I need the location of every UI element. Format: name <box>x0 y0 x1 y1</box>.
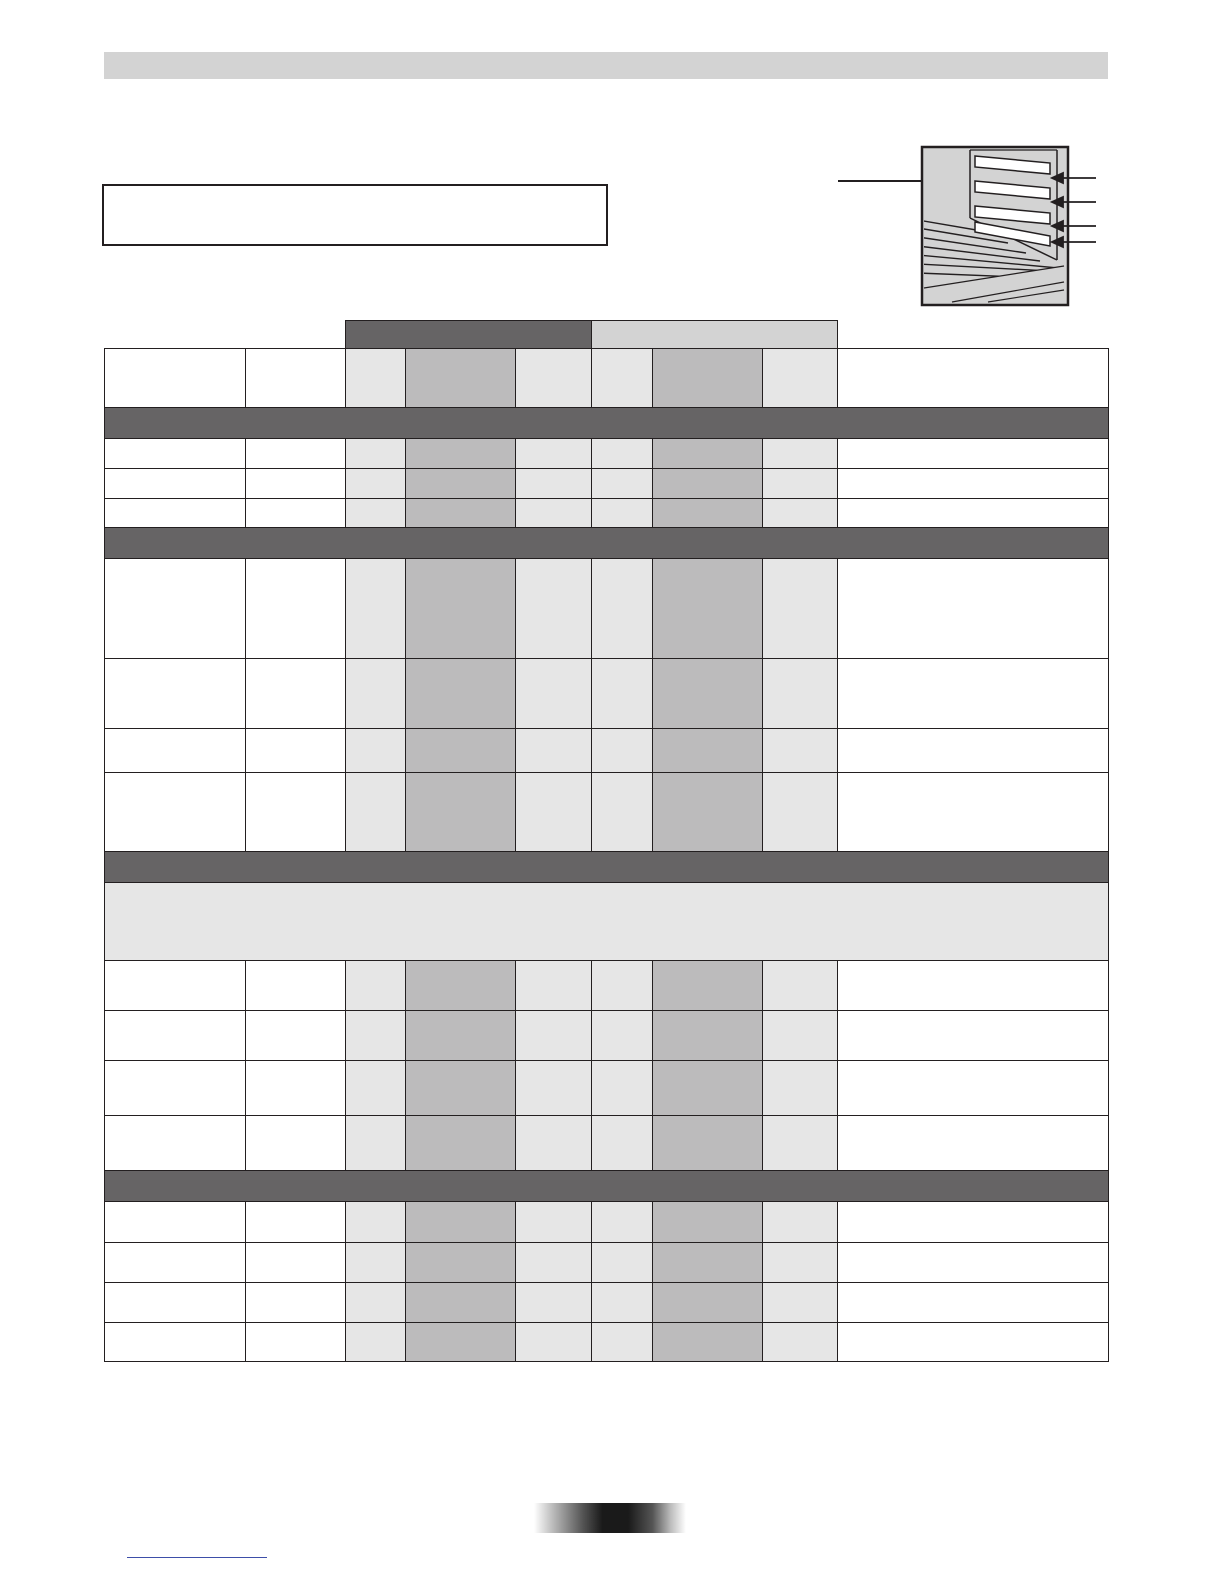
table-band-light <box>591 320 838 349</box>
table-cell <box>516 729 592 773</box>
table-cell <box>763 1323 838 1362</box>
table-cell <box>105 559 246 659</box>
table-cell <box>406 659 516 729</box>
section-header <box>105 1171 1109 1202</box>
table-cell <box>346 659 406 729</box>
table-cell <box>346 1116 406 1171</box>
table-row <box>105 659 1109 729</box>
table-cell <box>105 1283 246 1323</box>
note-box <box>102 184 608 246</box>
table-cell <box>653 439 763 469</box>
table-cell <box>406 1243 516 1283</box>
table-cell <box>653 1202 763 1243</box>
table-cell <box>763 1011 838 1061</box>
table-cell <box>346 469 406 499</box>
table-cell <box>653 1323 763 1362</box>
table-cell <box>516 1116 592 1171</box>
table-cell <box>246 1061 346 1116</box>
table-cell <box>246 1323 346 1362</box>
table-cell <box>105 499 246 528</box>
table-cell <box>246 1243 346 1283</box>
table-cell <box>763 499 838 528</box>
table-cell <box>763 559 838 659</box>
table-cell <box>346 1202 406 1243</box>
table-cell <box>653 1243 763 1283</box>
table-cell <box>346 559 406 659</box>
table-cell <box>516 559 592 659</box>
table-cell <box>653 1061 763 1116</box>
table-cell <box>346 729 406 773</box>
table-row <box>105 1011 1109 1061</box>
table-cell <box>763 659 838 729</box>
table-cell <box>838 659 1109 729</box>
table-cell <box>406 1202 516 1243</box>
table-cell <box>246 1011 346 1061</box>
table-row <box>105 1116 1109 1171</box>
table-cell <box>592 1243 653 1283</box>
footer-link[interactable] <box>127 1557 267 1558</box>
table-cell <box>246 1283 346 1323</box>
table-row <box>105 773 1109 852</box>
table-row <box>105 499 1109 528</box>
section-header <box>105 528 1109 559</box>
table-cell <box>105 961 246 1011</box>
table-cell <box>516 1202 592 1243</box>
table-cell <box>592 349 653 408</box>
table-cell <box>516 773 592 852</box>
table-cell <box>516 1243 592 1283</box>
table-cell <box>838 559 1109 659</box>
table-cell <box>516 1323 592 1362</box>
table-cell <box>246 439 346 469</box>
table-cell <box>105 1243 246 1283</box>
table-cell <box>246 729 346 773</box>
cooking-table <box>104 348 1109 1362</box>
table-row <box>105 559 1109 659</box>
table-row <box>105 469 1109 499</box>
table-cell <box>838 773 1109 852</box>
table-cell <box>346 1323 406 1362</box>
table-cell <box>246 469 346 499</box>
table-cell <box>406 499 516 528</box>
table-cell <box>592 729 653 773</box>
table-cell <box>406 1116 516 1171</box>
table-row <box>105 1283 1109 1323</box>
table-row <box>105 439 1109 469</box>
table-cell <box>516 1061 592 1116</box>
table-cell <box>105 659 246 729</box>
table-cell <box>763 1283 838 1323</box>
table-cell <box>838 1011 1109 1061</box>
section-header <box>105 408 1109 439</box>
table-row <box>105 1243 1109 1283</box>
table-cell <box>592 469 653 499</box>
table-row <box>105 729 1109 773</box>
table-cell <box>105 729 246 773</box>
table-cell <box>346 1243 406 1283</box>
table-cell <box>406 773 516 852</box>
page-header-bar <box>104 52 1108 79</box>
table-cell <box>105 1061 246 1116</box>
table-cell <box>838 1202 1109 1243</box>
table-cell <box>406 961 516 1011</box>
table-cell <box>838 1323 1109 1362</box>
table-cell <box>592 1061 653 1116</box>
table-cell <box>592 1011 653 1061</box>
table-cell <box>406 439 516 469</box>
table-cell <box>346 1283 406 1323</box>
table-cell <box>246 559 346 659</box>
table-cell <box>592 1202 653 1243</box>
table-cell <box>763 1243 838 1283</box>
table-cell <box>763 961 838 1011</box>
table-cell <box>592 773 653 852</box>
table-cell <box>406 1011 516 1061</box>
table-cell <box>406 1061 516 1116</box>
table-cell <box>763 1202 838 1243</box>
table-cell <box>516 439 592 469</box>
table-cell <box>838 1061 1109 1116</box>
table-cell <box>653 559 763 659</box>
table-cell <box>592 499 653 528</box>
oven-shelf-diagram <box>918 142 1108 312</box>
table-cell <box>838 439 1109 469</box>
table-cell <box>763 729 838 773</box>
table-cell <box>838 1283 1109 1323</box>
table-cell <box>592 439 653 469</box>
table-row <box>105 1061 1109 1116</box>
table-cell <box>105 1116 246 1171</box>
table-cell <box>246 773 346 852</box>
table-band-dark <box>345 320 592 349</box>
table-cell <box>838 1116 1109 1171</box>
table-cell <box>653 349 763 408</box>
section-header <box>105 852 1109 883</box>
table-cell <box>105 1011 246 1061</box>
table-cell <box>763 773 838 852</box>
table-cell <box>105 349 246 408</box>
section-header-cell <box>105 408 1109 439</box>
section-header-cell <box>105 1171 1109 1202</box>
table-cell <box>105 1202 246 1243</box>
table-cell <box>406 729 516 773</box>
table-cell <box>653 659 763 729</box>
table-cell <box>592 1323 653 1362</box>
table-cell <box>346 439 406 469</box>
table-cell <box>246 1202 346 1243</box>
table-cell <box>406 1323 516 1362</box>
table-cell <box>838 961 1109 1011</box>
table-cell <box>105 439 246 469</box>
table-cell <box>516 499 592 528</box>
table-cell <box>653 469 763 499</box>
table-cell <box>516 659 592 729</box>
table-cell <box>592 659 653 729</box>
table-cell <box>653 961 763 1011</box>
page-number-tab <box>534 1503 686 1533</box>
table-cell <box>105 1323 246 1362</box>
table-cell <box>105 469 246 499</box>
table-cell <box>246 1116 346 1171</box>
table-cell <box>246 659 346 729</box>
section-header-cell <box>105 852 1109 883</box>
table-cell <box>592 1116 653 1171</box>
table-cell <box>763 349 838 408</box>
table-cell <box>763 469 838 499</box>
section-note <box>105 883 1109 961</box>
table-cell <box>838 349 1109 408</box>
table-cell <box>346 961 406 1011</box>
table-cell <box>406 559 516 659</box>
table-row <box>105 961 1109 1011</box>
section-header-cell <box>105 528 1109 559</box>
table-cell <box>246 499 346 528</box>
table-cell <box>653 1283 763 1323</box>
table-cell <box>406 469 516 499</box>
table-row <box>105 1323 1109 1362</box>
table-cell <box>838 1243 1109 1283</box>
table-cell <box>516 349 592 408</box>
section-note-cell <box>105 883 1109 961</box>
table-cell <box>346 1061 406 1116</box>
table-cell <box>653 1011 763 1061</box>
table-cell <box>653 773 763 852</box>
table-header-row <box>105 349 1109 408</box>
table-cell <box>838 729 1109 773</box>
table-cell <box>763 1061 838 1116</box>
table-row <box>105 1202 1109 1243</box>
table-cell <box>763 439 838 469</box>
table-cell <box>406 349 516 408</box>
table-cell <box>246 961 346 1011</box>
table-cell <box>346 349 406 408</box>
table-cell <box>592 1283 653 1323</box>
table-cell <box>838 469 1109 499</box>
table-cell <box>105 773 246 852</box>
table-cell <box>653 729 763 773</box>
table-cell <box>406 1283 516 1323</box>
table-cell <box>346 499 406 528</box>
table-cell <box>838 499 1109 528</box>
table-cell <box>516 469 592 499</box>
table-cell <box>592 559 653 659</box>
table-cell <box>346 1011 406 1061</box>
table-cell <box>246 349 346 408</box>
table-cell <box>592 961 653 1011</box>
table-cell <box>653 1116 763 1171</box>
table-cell <box>653 499 763 528</box>
table-cell <box>346 773 406 852</box>
table-cell <box>516 961 592 1011</box>
table-cell <box>763 1116 838 1171</box>
table-cell <box>516 1283 592 1323</box>
table-cell <box>516 1011 592 1061</box>
